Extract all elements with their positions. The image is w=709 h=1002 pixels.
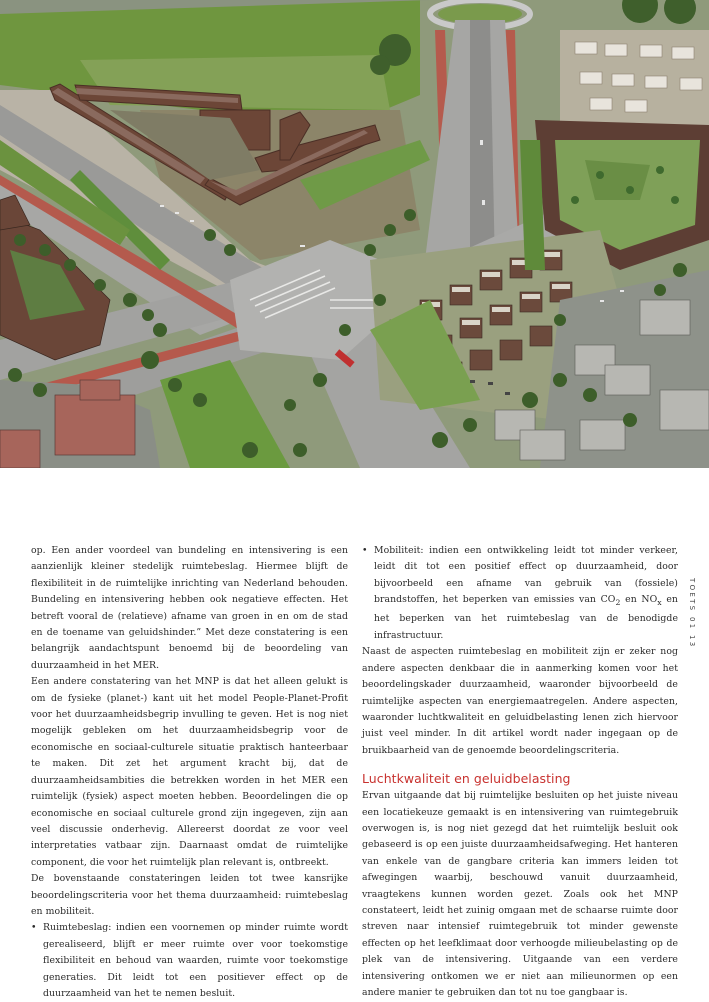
paragraph: De bovenstaande constateringen leiden tot twee kansrijke beoordelingscriteria voor het thema duurzaamheid: ruimtebeslag en mobiliteit. xyxy=(31,873,348,917)
paragraph: Een andere constatering van het MNP is dat het alleen gelukt is om de fysieke (planet-) kant uit het model People-Planet-Profit voor het duurzaamheidsbegrip invulling te geven. Het is nog niet mogelijk gebleken om het duurzaamheidsbegrip voor de economische en sociaal-culturele situatie praktisch hanteerbaar te maken. Dit zet het argument kracht bij, dat de duurzaamheidsambities die betrekken worden in het MER een ruimtelijk (fysiek) aspect moeten hebben. Beoordelingen die op economische en sociaal culturele grond zijn ingegeven, zijn aan veel discussie onderhevig. Allereerst doordat ze voor veel interpretaties vatbaar zijn. Daarnaast omdat de ruimtelijke component, die voor het ruimtelijk plan relevant is, ontbreekt. xyxy=(31,676,348,868)
criteria-list-continued xyxy=(362,543,678,644)
aerial-photo xyxy=(0,0,709,468)
text-column-right xyxy=(362,543,678,1001)
criteria-list xyxy=(31,920,348,1002)
paragraph: Ervan uitgaande dat bij ruimtelijke besluiten op het juiste niveau een locatiekeuze gemaakt is en intensivering van ruimtegebruik overwogen is, is nog niet gezegd dat het ruimtelijk besluit ook gebaseerd is op een juiste duurzaamheidsafweging. Het hanteren van enkele van de gangbare criteria kan immers leiden tot afwegingen waarbij, beschouwd vanuit duurzaamheid, vraagtekens kunnen worden gezet. Zoals ook het MNP constateert, leidt het zuinig omgaan met de schaarse ruimte door streven naar intensief ruimtegebruik tot minder gewenste effecten op het leefklimaat door verhoogde milieubelasting op de plek van de intensivering. Uitgaande van een verdere intensivering ontkomen we er niet aan milieunormen op een andere manier te gebruiken dan tot nu toe gangbaar is. xyxy=(362,790,678,999)
text-column-left xyxy=(31,543,348,1002)
journal-margin-label: TOETS 01 13 xyxy=(688,578,696,649)
list-item-ruimtebeslag: • Ruimtebeslag: indien een voornemen op minder ruimte wordt gerealiseerd, blijft er meer ruimte over voor toekomstige flexibiliteit en behoud van waarden, ruimte voor toekomstige generaties. Dit leidt tot een positiever effect op de duurzaamheid van het te nemen besluit. xyxy=(31,920,348,1002)
section-heading: Luchtkwaliteit en geluidbelasting xyxy=(362,771,571,787)
paragraph: op. Een ander voordeel van bundeling en intensivering is een aanzienlijk kleiner stedelijk ruimtebeslag. Hiermee blijft de flexibiliteit in de ruimtelijke inrichting van Nederland behouden. Bundeling en intensivering hebben ook negatieve effecten. Het betreft vooral de (relatieve) afname van groen in en om de stad en de toename van geluidshinder.” Met deze constatering is een belangrijk aandachtspunt benoemd bij de beoordeling van duurzaamheid in het MER. xyxy=(31,545,348,671)
paragraph: Naast de aspecten ruimtebeslag en mobiliteit zijn er zeker nog andere aspecten denkbaar die in aanmerking komen voor het beoordelingskader duurzaamheid, waaronder bijvoorbeeld de ruimtelijke aspecten van energiemaatregelen. Andere aspecten, waaronder luchtkwaliteit en geluidbelasting lenen zich hiervoor juist veel minder. In dit artikel wordt nader ingegaan op de bruikbaarheid van de genoemde beoordelingscriteria. xyxy=(362,646,678,756)
list-item-mobiliteit: • Mobiliteit: indien een ontwikkeling leidt tot minder verkeer, leidt dit tot een positief effect op duurzaamheid, door bijvoorbeeld een afname van gebruik van (fossiele) brandstoffen, het beperken van emissies van $CO_2$ en $NO_x$ en het beperken van het ruimtebeslag van de benodigde infrastructuur. xyxy=(362,543,678,644)
